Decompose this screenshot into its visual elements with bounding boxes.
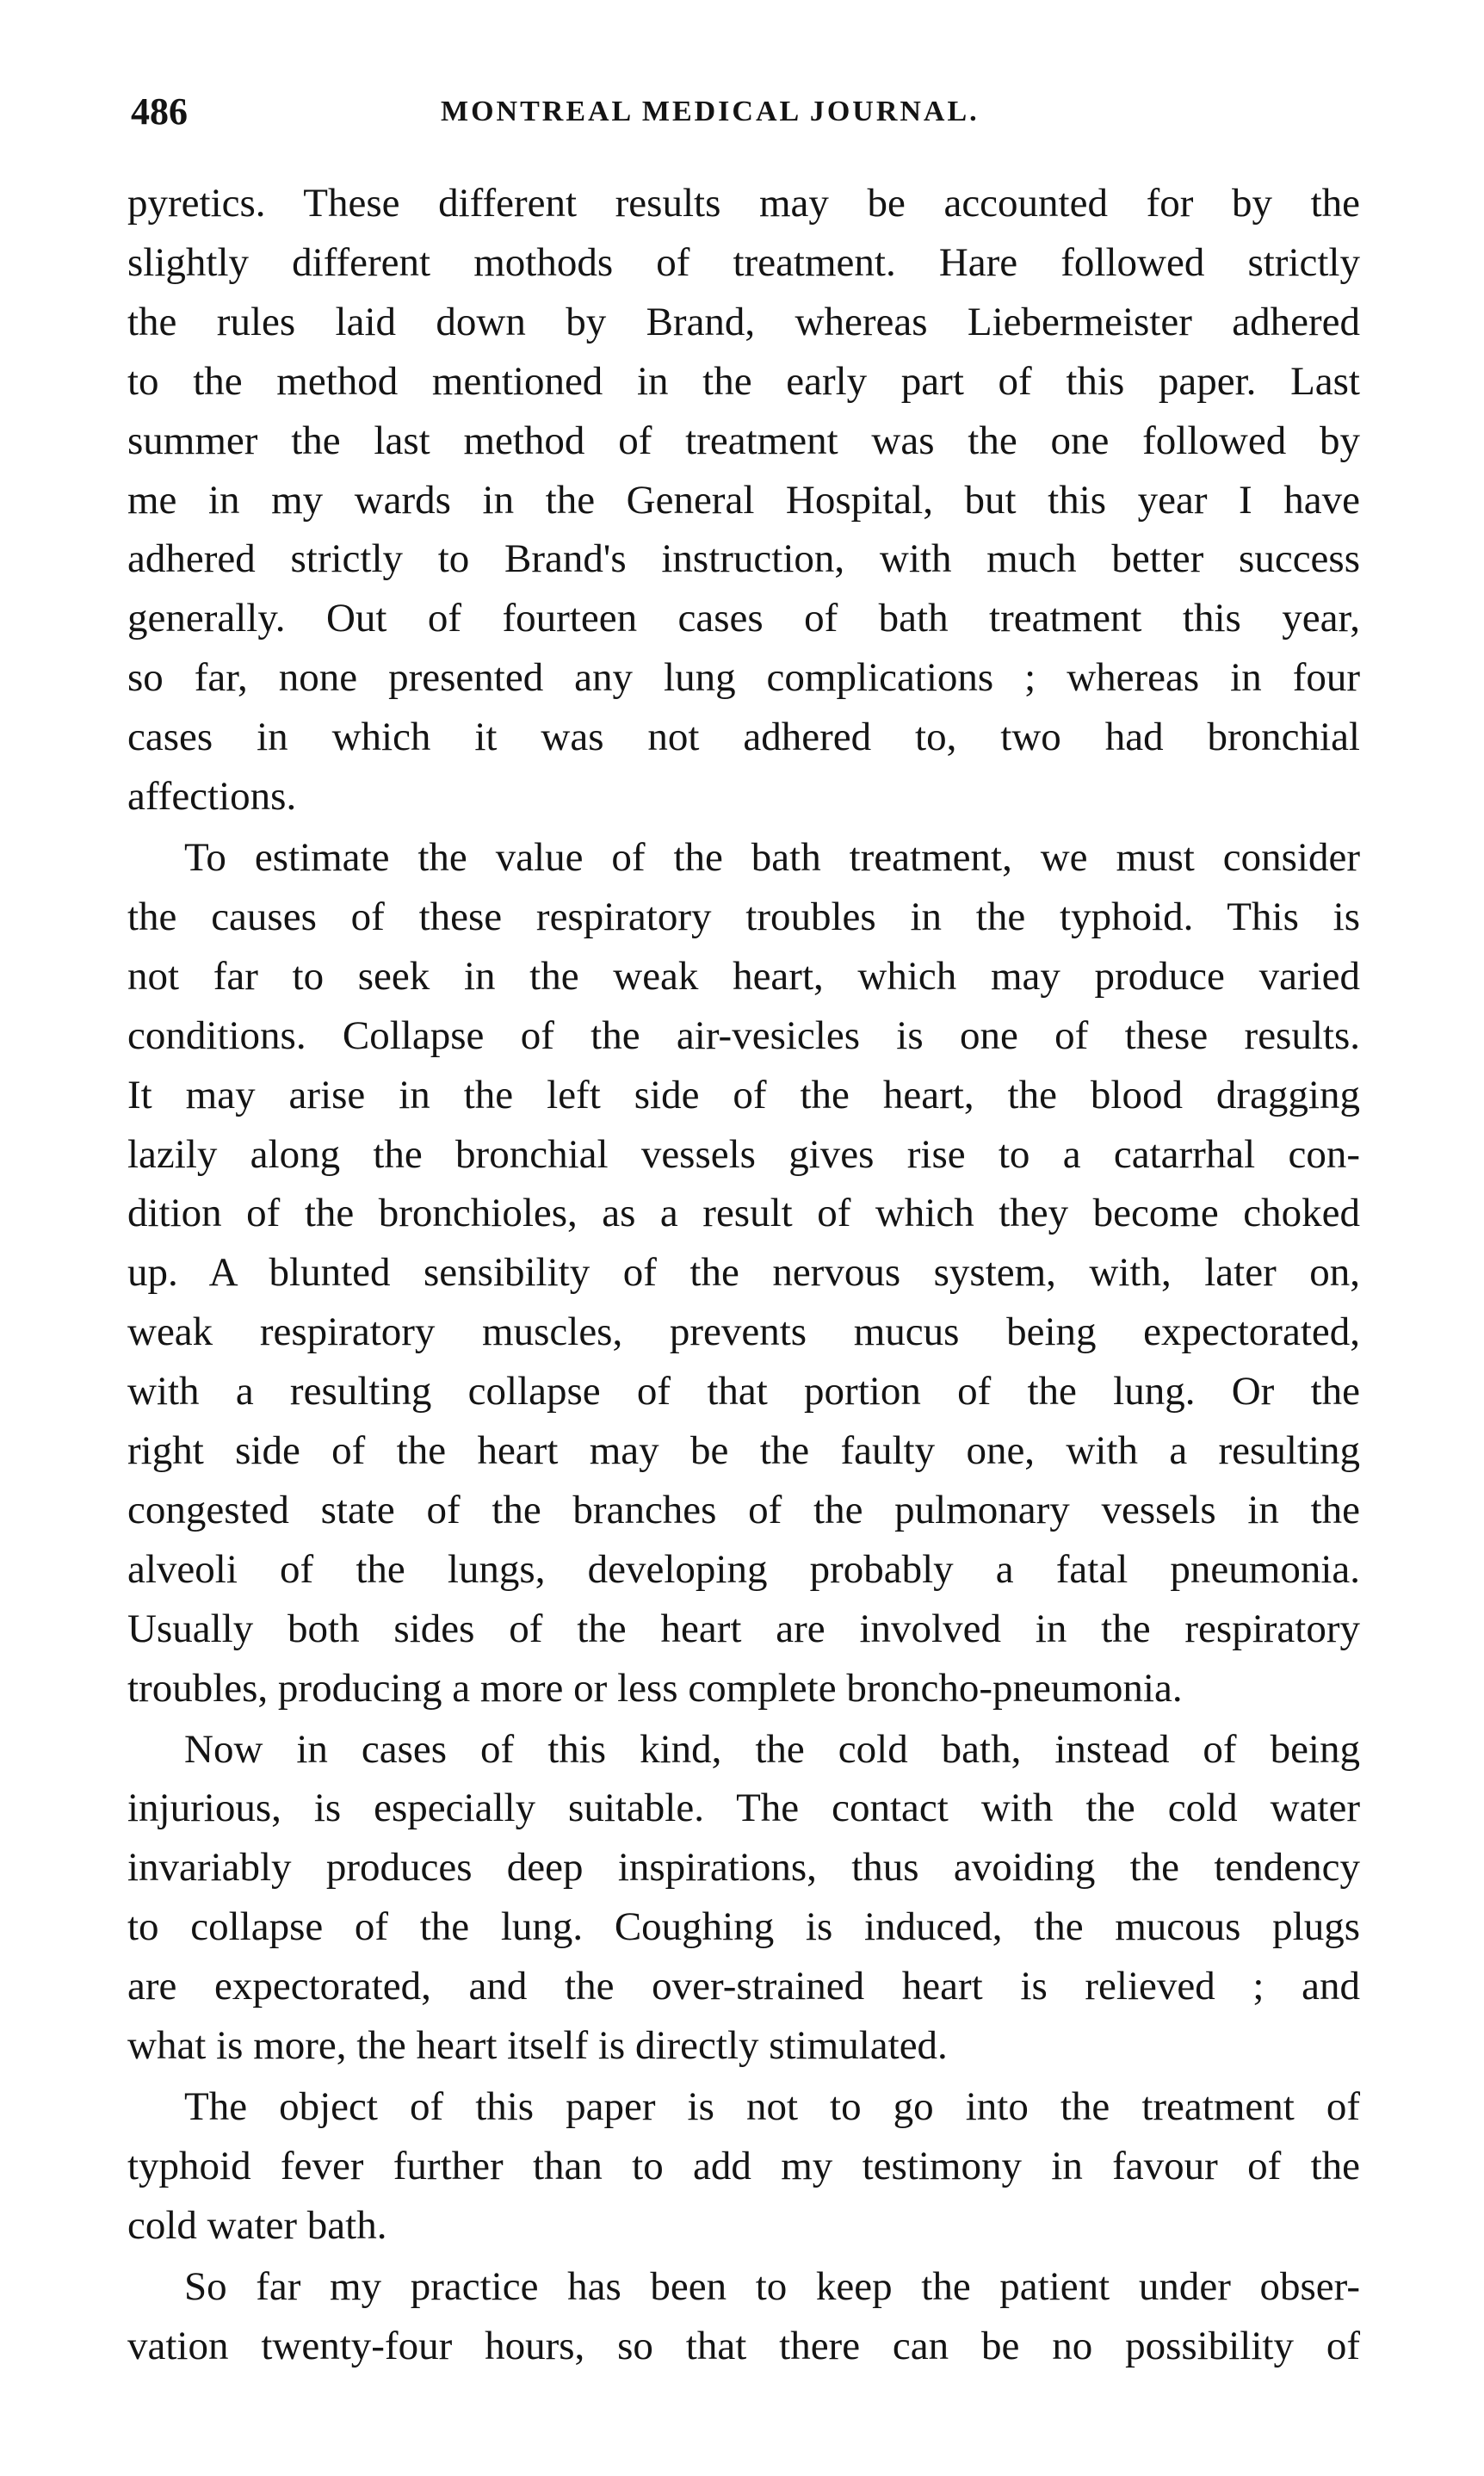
paragraph-5	[127, 2257, 1360, 2376]
text-line: cases in which it was not adhered to, two had bronchial	[127, 715, 1360, 760]
text-line: To estimate the value of the bath treatment, we must consider	[184, 834, 1360, 880]
text-line: summer the last method of treatment was the one followed by	[127, 418, 1360, 463]
text-line: dition of the bronchioles, as a result of which they become choked	[127, 1191, 1360, 1236]
text-line: vation twenty-four hours, so that there can be no possibility of	[127, 2323, 1360, 2368]
page-header	[131, 86, 1353, 138]
text-line: so far, none presented any lung complications ; whereas in four	[127, 655, 1360, 701]
text-line: to the method mentioned in the early part of this paper. Last	[127, 358, 1360, 404]
text-line: pyretics. These different results may be accounted for by the	[127, 181, 1360, 226]
text-line: right side of the heart may be the faulty one, with a resulting	[127, 1428, 1360, 1474]
text-line: what is more, the heart itself is directly stimulated.	[127, 2023, 948, 2069]
text-line: generally. Out of fourteen cases of bath treatment this year,	[127, 596, 1360, 641]
text-line: with a resulting collapse of that portion of the lung. Or the	[127, 1369, 1360, 1414]
text-line: Usually both sides of the heart are involved in the respiratory	[127, 1606, 1360, 1651]
text-line: So far my practice has been to keep the patient under obser-	[184, 2263, 1360, 2309]
paragraph-1	[127, 174, 1360, 826]
text-line: to collapse of the lung. Coughing is induced, the mucous plugs	[127, 1904, 1360, 1950]
text-line: The object of this paper is not to go into the treatment of	[184, 2084, 1360, 2129]
text-line: affections.	[127, 774, 297, 820]
text-line: conditions. Collapse of the air-vesicles is one of these results.	[127, 1012, 1360, 1058]
paragraph-2	[127, 828, 1360, 1718]
text-line: injurious, is especially suitable. The contact with the cold water	[127, 1786, 1360, 1831]
text-line: are expectorated, and the over-strained heart is relieved ; and	[127, 1964, 1360, 2009]
text-line: invariably produces deep inspirations, thus avoiding the tendency	[127, 1845, 1360, 1891]
text-line: me in my wards in the General Hospital, but this year I have	[127, 477, 1360, 523]
article-body	[127, 174, 1360, 2376]
running-title: MONTREAL MEDICAL JOURNAL.	[441, 96, 980, 127]
text-line: lazily along the bronchial vessels gives rise to a catarrhal con-	[127, 1131, 1360, 1177]
text-line: cold water bath.	[127, 2202, 387, 2248]
paragraph-3	[127, 1720, 1360, 2076]
text-line: troubles, producing a more or less complete broncho-pneumonia.	[127, 1665, 1183, 1711]
paragraph-4	[127, 2077, 1360, 2256]
text-line: up. A blunted sensibility of the nervous system, with, later on,	[127, 1250, 1360, 1296]
text-line: weak respiratory muscles, prevents mucus being expectorated,	[127, 1309, 1360, 1355]
text-line: the causes of these respiratory troubles in the typhoid. This is	[127, 894, 1360, 939]
text-line: congested state of the branches of the pulmonary vessels in the	[127, 1487, 1360, 1532]
text-line: It may arise in the left side of the heart, the blood dragging	[127, 1072, 1360, 1117]
text-line: the rules laid down by Brand, whereas Liebermeister adhered	[127, 299, 1360, 344]
text-line: slightly different mothods of treatment. Hare followed strictly	[127, 239, 1360, 285]
text-line: typhoid fever further than to add my testimony in favour of the	[127, 2143, 1360, 2188]
text-line: Now in cases of this kind, the cold bath, instead of being	[184, 1726, 1360, 1772]
text-line: adhered strictly to Brand's instruction, with much better success	[127, 536, 1360, 582]
text-line: not far to seek in the weak heart, which may produce varied	[127, 953, 1360, 999]
text-line: alveoli of the lungs, developing probably a fatal pneumonia.	[127, 1546, 1360, 1592]
page-number: 486	[131, 90, 188, 133]
